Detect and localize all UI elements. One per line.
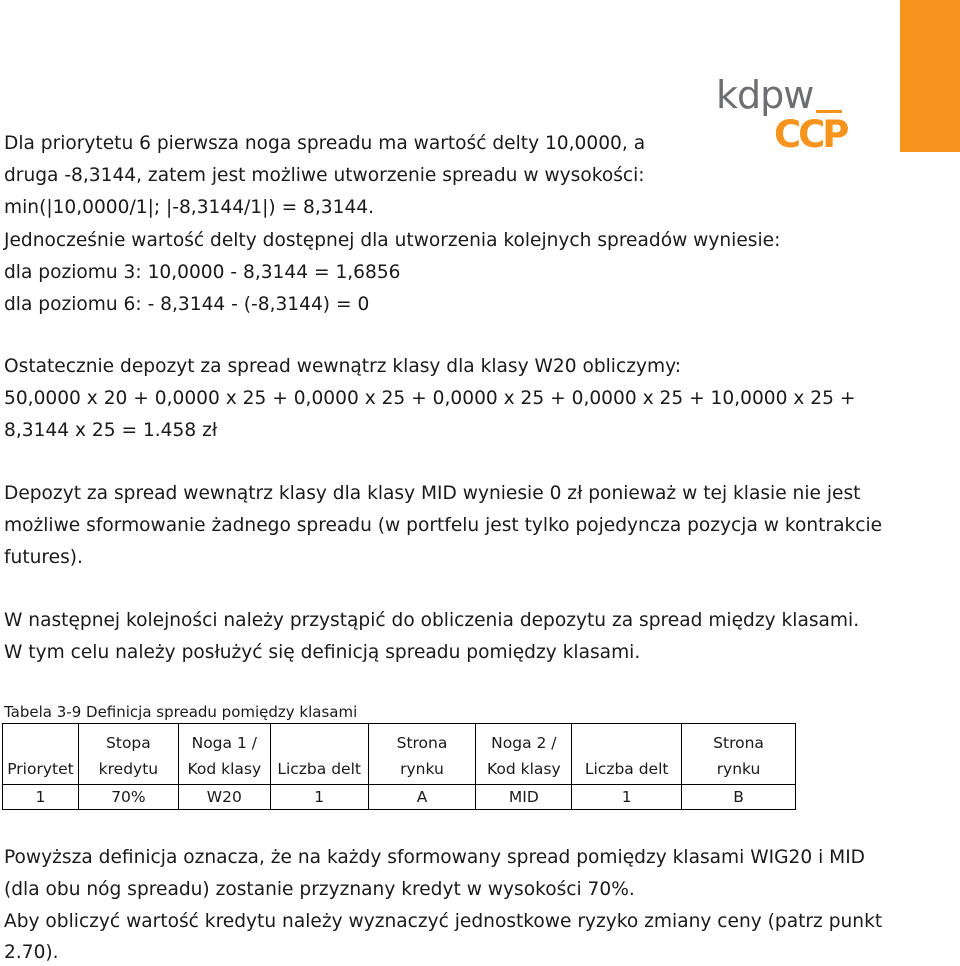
paragraph-2-line-3: 8,3144 x 25 = 1.458 zł <box>4 420 218 441</box>
header-noga2-strona-rynku: Strona rynku <box>682 724 796 785</box>
logo-kdpw-text: kdpw <box>716 73 814 117</box>
table-cell: 1 <box>572 785 682 810</box>
header-noga1-kod-klasy: Noga 1 / Kod klasy <box>178 724 270 785</box>
table-cell: A <box>368 785 476 810</box>
table-cell: 70% <box>78 785 178 810</box>
paragraph-5-line-2: (dla obu nóg spreadu) zostanie przyznany kredyt w wysokości 70%. <box>4 879 635 900</box>
paragraph-1-line-6: dla poziomu 6: - 8,3144 - (-8,3144) = 0 <box>4 294 370 315</box>
header-noga2-liczba-delt: Liczba delt <box>572 724 682 785</box>
paragraph-5-line-1: Powyższa definicja oznacza, że na każdy sformowany spread pomiędzy klasami WIG20 i MID <box>4 847 865 868</box>
paragraph-3-line-1: Depozyt za spread wewnątrz klasy dla klasy MID wyniesie 0 zł ponieważ w tej klasie nie jest <box>4 483 861 504</box>
table-caption: Tabela 3-9 Definicja spreadu pomiędzy klasami <box>4 703 358 721</box>
paragraph-3-line-3: futures). <box>4 547 83 568</box>
table-cell: B <box>682 785 796 810</box>
paragraph-1-line-1: Dla priorytetu 6 pierwsza noga spreadu ma wartość delty 10,0000, a <box>4 133 646 154</box>
spread-definition-table <box>2 723 796 810</box>
paragraph-1-line-4: Jednocześnie wartość delty dostępnej dla utworzenia kolejnych spreadów wyniesie: <box>4 230 781 251</box>
paragraph-2-line-1: Ostatecznie depozyt za spread wewnątrz klasy dla klasy W20 obliczymy: <box>4 356 681 377</box>
paragraph-2-line-2: 50,0000 x 20 + 0,0000 x 25 + 0,0000 x 25 + 0,0000 x 25 + 0,0000 x 25 + 10,0000 x 25 + <box>4 388 856 409</box>
table-header-row <box>3 724 796 785</box>
header-noga1-liczba-delt: Liczba delt <box>270 724 368 785</box>
logo-ccp-text: CCP <box>774 113 847 156</box>
paragraph-3-line-2: możliwe sformowanie żadnego spreadu (w portfelu jest tylko pojedyncza pozycja w kontrakcie <box>4 515 883 536</box>
header-noga2-kod-klasy: Noga 2 / Kod klasy <box>476 724 572 785</box>
table-cell: W20 <box>178 785 270 810</box>
paragraph-5-line-4: 2.70). <box>4 942 59 963</box>
paragraph-4-line-1: W następnej kolejności należy przystąpić do obliczenia depozytu za spread między klasami. <box>4 610 860 631</box>
paragraph-4-line-2: W tym celu należy posłużyć się definicją spreadu pomiędzy klasami. <box>4 642 641 663</box>
table-cell: 1 <box>270 785 368 810</box>
orange-corner-bar <box>900 0 960 152</box>
paragraph-1-line-3: min(|10,0000/1|; |-8,3144/1|) = 8,3144. <box>4 197 375 218</box>
header-priorytet: Priorytet <box>3 724 79 785</box>
paragraph-1-line-5: dla poziomu 3: 10,0000 - 8,3144 = 1,6856 <box>4 262 401 283</box>
paragraph-1-line-2: druga -8,3144, zatem jest możliwe utworzenie spreadu w wysokości: <box>4 165 645 186</box>
header-stopa-kredytu: Stopa kredytu <box>78 724 178 785</box>
kdpw-ccp-logo <box>716 73 847 156</box>
table-cell: 1 <box>3 785 79 810</box>
table-cell: MID <box>476 785 572 810</box>
table-row <box>3 785 796 810</box>
header-noga1-strona-rynku: Strona rynku <box>368 724 476 785</box>
paragraph-5-line-3: Aby obliczyć wartość kredytu należy wyznaczyć jednostkowe ryzyko zmiany ceny (patrz punkt <box>4 911 883 932</box>
